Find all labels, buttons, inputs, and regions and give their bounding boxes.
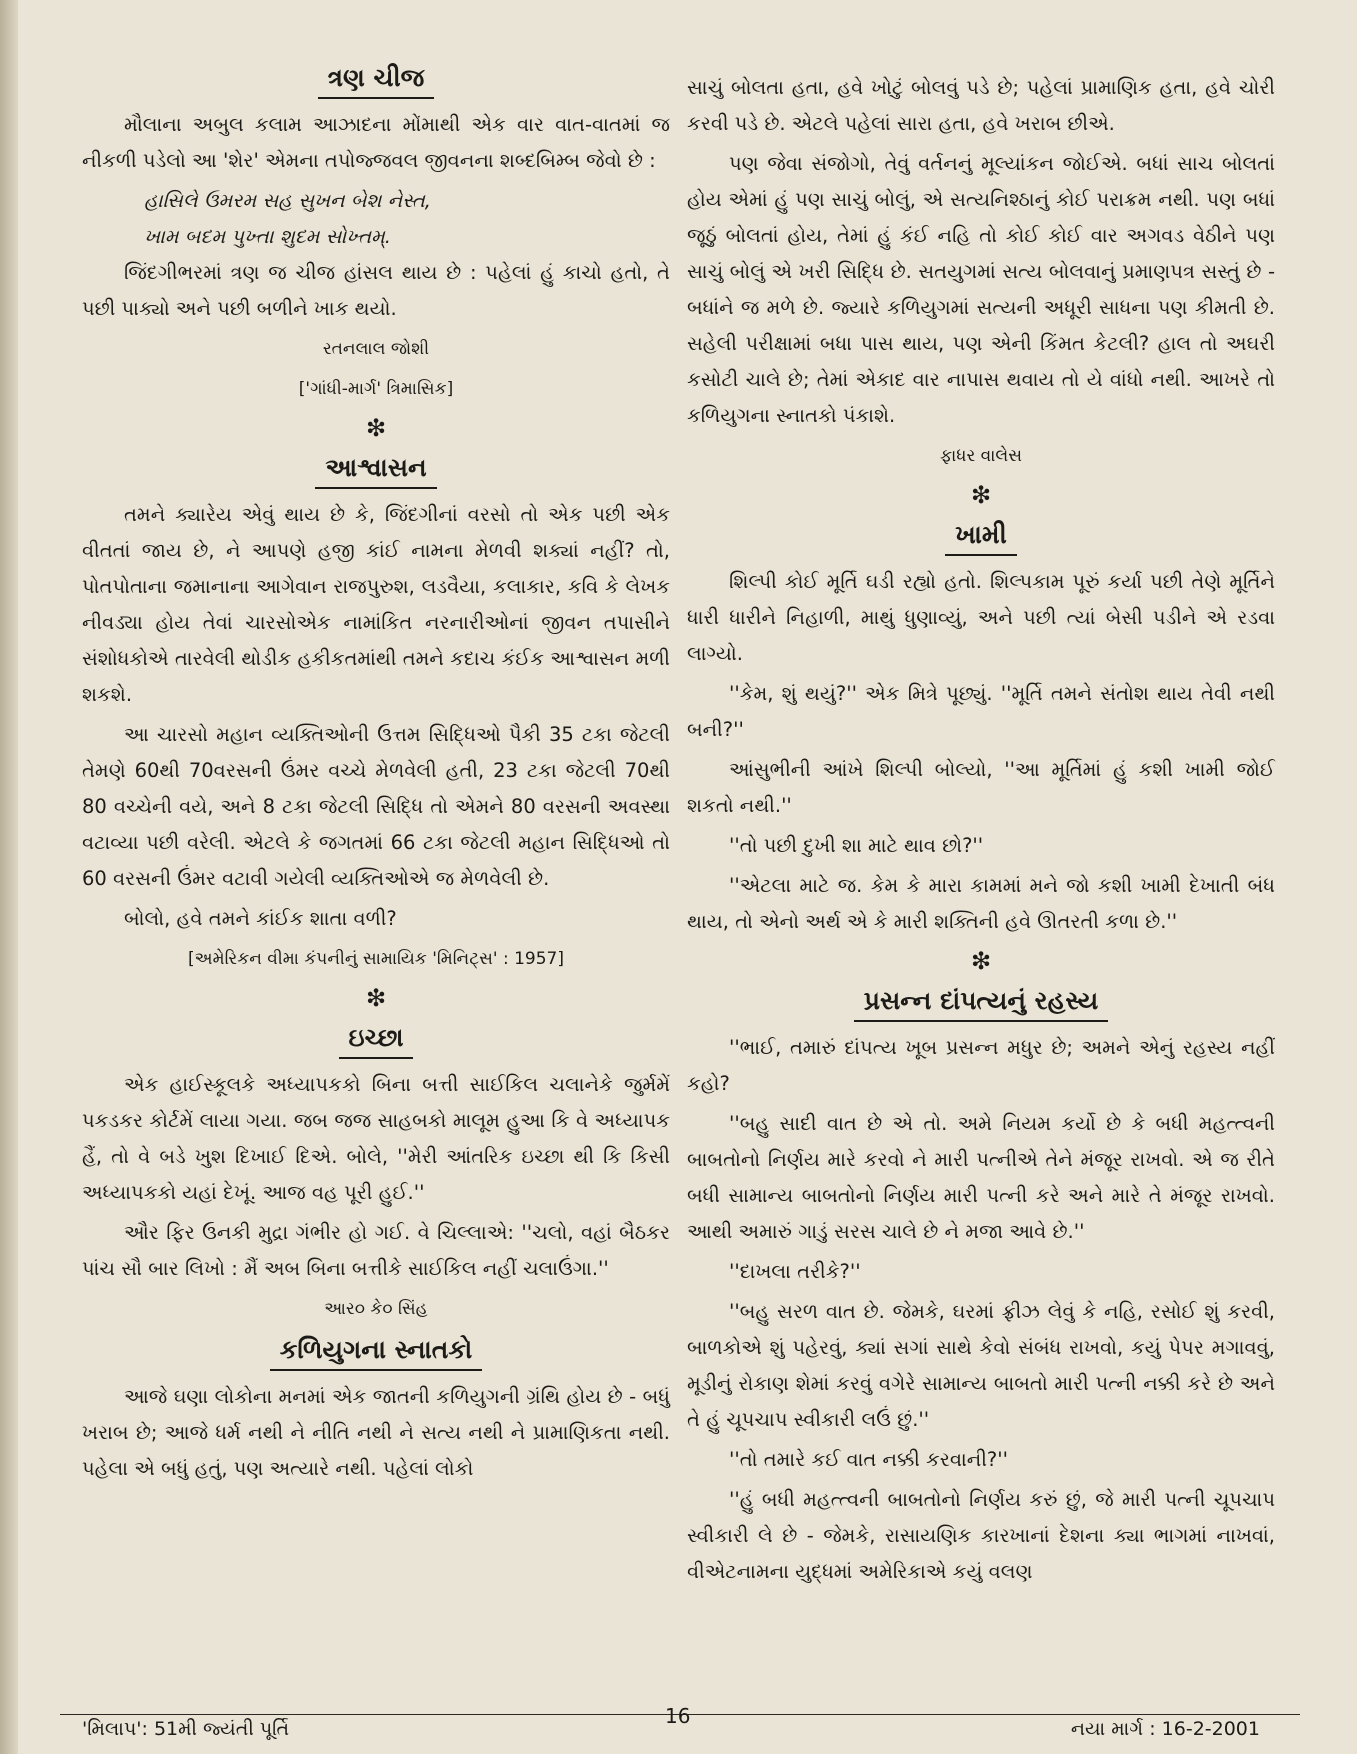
page-edge <box>0 0 18 1754</box>
right-column <box>687 70 1275 1594</box>
author-credit: આર૦ કે૦ સિંહ <box>324 1299 428 1319</box>
author-credit: ફાધર વાલેસ <box>939 446 1023 466</box>
paragraph: પણ જેવા સંજોગો, તેવું વર્તનનું મૂલ્યાંકન જોઈએ. બધાં સાચ બોલતાં હોય એમાં હું પણ સાચું બોલું, એ સત્યનિશ્ઠાનું કોઈ પરાક્રમ નથી. પણ બધાં જૂઠું બોલતાં હોય, તેમાં હું કંઈ નહિ તો કોઈ કોઈ વાર અગવડ વેઠીને પણ સાચું બોલું એ ખરી સિદ્ધિ છે. સતયુગમાં સત્ય બોલવાનું પ્રમાણપત્ર સસ્તું છે - બધાંને જ મળે છે. જ્યારે કળિયુગમાં સત્યની અધૂરી સાધના પણ કીમતી છે. સહેલી પરીક્ષામાં બધા પાસ થાય, પણ એની કિંમત કેટલી? હાલ તો અઘરી કસોટી ચાલે છે; તેમાં એકાદ વાર નાપાસ થવાય તો યે વાંધો નથી. આખરે તો કળિયુગના સ્નાતકો પંકાશે. <box>687 152 1275 427</box>
section-title-khami: ખામી <box>687 518 1275 556</box>
paragraph: આંસુભીની આંખે શિલ્પી બોલ્યો, ''આ મૂર્તિમાં હું કશી ખામી જોઈ શકતો નથી.'' <box>687 758 1275 817</box>
footer-publication: 'મિલાપ': 51મી જ્યંતી પૂર્તિ <box>82 1718 290 1740</box>
paragraph: આ ચારસો મહાન વ્યક્તિઓની ઉત્તમ સિદ્ધિઓ પૈકી 35 ટકા જેટલી તેમણે 60થી 70વરસની ઉંમર વચ્ચે મેળવેલી હતી, 23 ટકા જેટલી 70થી 80 વચ્ચેની વયે, અને 8 ટકા જેટલી સિદ્ધિ તો એમને 80 વરસની અવસ્થા વટાવ્યા પછી વરેલી. એટલે કે જગતમાં 66 ટકા જેટલી મહાન સિદ્ધિઓ તો 60 વરસની ઉંમર વટાવી ગયેલી વ્યક્તિઓએ જ મેળવેલી છે. <box>82 723 670 890</box>
verse-line: ખામ બદમ પુખ્તા શુદમ સોખ્તમ્. <box>144 225 391 248</box>
ornament-icon: ❇ <box>365 414 387 442</box>
paragraph: એક હાઈસ્કૂલકે અધ્યાપકકો બિના બત્તી સાઈકિલ ચલાનેકે જુર્મમેં પકડકર કોર્ટમેં લાયા ગયા. જબ જજ સાહબકો માલૂમ હુઆ કિ વે અધ્યાપક હૈં, તો વે બડે ખુશ દિખાઈ દિએ. બોલે, ''મેરી આંતરિક ઇચ્છા થી કિ કિસી અધ્યાપકકો યહાં દેખૂં. આજ વહ પૂરી હુઈ.'' <box>82 1073 670 1204</box>
left-column <box>82 55 670 1491</box>
paragraph: ''તો તમારે કઈ વાત નક્કી કરવાની?'' <box>729 1448 1008 1471</box>
ornament-icon: ❇ <box>365 984 387 1012</box>
paragraph: શિલ્પી કોઈ મૂર્તિ ઘડી રહ્યો હતો. શિલ્પકામ પૂરું કર્યા પછી તેણે મૂર્તિને ધારી ધારીને નિહાળી, માથું ધુણાવ્યું, અને પછી ત્યાં બેસી પડીને એ રડવા લાગ્યો. <box>687 570 1275 665</box>
section-title-prasanna-dampatya: પ્રસન્ન દાંપત્યનું રહસ્ય <box>687 984 1275 1022</box>
ornament-icon: ❇ <box>970 481 992 509</box>
paragraph: આજે ઘણા લોકોના મનમાં એક જાતની કળિયુગની ગ્રંથિ હોય છે - બધું ખરાબ છે; આજે ધર્મ નથી ને નીતિ નથી ને સત્ય નથી ને પ્રામાણિકતા નથી. પહેલા એ બધું હતું, પણ અત્યારે નથી. પહેલાં લોકો <box>82 1385 670 1480</box>
source-credit: ['ગાંધી-માર્ગ' ત્રિમાસિક] <box>298 379 454 399</box>
paragraph: ''બહુ સરળ વાત છે. જેમકે, ઘરમાં ફ્રીઝ લેવું કે નહિ, રસોઈ શું કરવી, બાળકોએ શું પહેરવું, ક્યાં સગાં સાથે કેવો સંબંધ રાખવો, કયું પેપર મગાવવું, મૂડીનું રોકાણ શેમાં કરવું વગેરે સામાન્ય બાબતો મારી પત્ની નક્કી કરે છે અને તે હું ચૂપચાપ સ્વીકારી લઉં છું.'' <box>687 1300 1275 1431</box>
section-title-ashvasan: આશ્વાસન <box>82 451 670 489</box>
section-title-tran-chij: ત્રણ ચીજ <box>82 61 670 99</box>
paragraph: બોલો, હવે તમને કાંઈક શાતા વળી? <box>124 907 397 930</box>
paragraph: સાચું બોલતા હતા, હવે ખોટું બોલવું પડે છે; પહેલાં પ્રામાણિક હતા, હવે ચોરી કરવી પડે છે. એટલે પહેલાં સારા હતા, હવે ખરાબ છીએ. <box>687 76 1275 135</box>
paragraph: ''ભાઈ, તમારું દાંપત્ય ખૂબ પ્રસન્ન મધુર છે; અમને એનું રહસ્ય નહીં કહો? <box>687 1036 1275 1095</box>
source-credit: [અમેરિકન વીમા કંપનીનું સામાયિક 'મિનિટ્સ' : 1957] <box>188 949 564 969</box>
paragraph: ''કેમ, શું થયું?'' એક મિત્રે પૂછ્યું. ''મૂર્તિ તમને સંતોશ થાય તેવી નથી બની?'' <box>687 682 1275 741</box>
paragraph: ''એટલા માટે જ. કેમ કે મારા કામમાં મને જો કશી ખામી દેખાતી બંધ થાય, તો એનો અર્થ એ કે મારી શક્તિની હવે ઊતરતી કળા છે.'' <box>687 874 1275 933</box>
paragraph: ''દાખલા તરીકે?'' <box>729 1260 861 1283</box>
paragraph: મૌલાના અબુલ કલામ આઝાદના મોંમાથી એક વાર વાત-વાતમાં જ નીકળી પડેલો આ 'શેર' એમના તપોજ્જવલ જીવનના શબ્દબિમ્બ જેવો છે : <box>82 113 670 172</box>
ornament-icon: ❇ <box>970 947 992 975</box>
author-credit: રતનલાલ જોશી <box>322 339 430 359</box>
section-title-kaliyugna-snatako: કળિયુગના સ્નાતકો <box>82 1333 670 1371</box>
section-title-ichchha: ઇચ્છા <box>82 1021 670 1059</box>
paragraph: ''બહુ સાદી વાત છે એ તો. અમે નિયમ કર્યો છે કે બધી મહત્ત્વની બાબતોનો નિર્ણય મારે કરવો ને મારી પત્નીએ તેને મંજૂર રાખવો. એ જ રીતે બધી સામાન્ય બાબતોનો નિર્ણય મારી પત્ની કરે અને મારે તે મંજૂર રાખવો. આથી અમારું ગાડું સરસ ચાલે છે ને મજા આવે છે.'' <box>687 1112 1275 1243</box>
paragraph: જિંદગીભરમાં ત્રણ જ ચીજ હાંસલ થાય છે : પહેલાં હું કાચો હતો, તે પછી પાક્યો અને પછી બળીને ખાક થયો. <box>82 261 670 320</box>
paragraph: તમને ક્યારેય એવું થાય છે કે, જિંદગીનાં વરસો તો એક પછી એક વીતતાં જાય છે, ને આપણે હજી કાંઈ નામના મેળવી શક્યાં નહીં? તો, પોતપોતાના જમાનાના આગેવાન રાજપુરુશ, લડવૈયા, કલાકાર, કવિ કે લેખક નીવડ્યા હોય તેવાં ચારસોએક નામાંકિત નરનારીઓનાં જીવન તપાસીને સંશોધકોએ તારવેલી થોડીક હકીકતમાંથી તમને કદાચ કંઈક આશ્વાસન મળી શકશે. <box>82 503 670 706</box>
page-number: 16 <box>665 1704 691 1728</box>
paragraph: ઔર ફિર ઉનકી મુદ્રા ગંભીર હો ગઈ. વે ચિલ્લાએ: ''ચલો, વહાં બૈઠકર પાંચ સૌ બાર લિખો : મૈં અબ બિના બત્તીકે સાઈકિલ નહીં ચલાઉંગા.'' <box>82 1221 670 1280</box>
paragraph: ''હું બધી મહત્ત્વની બાબતોનો નિર્ણય કરું છું, જે મારી પત્ની ચૂપચાપ સ્વીકારી લે છે - જેમકે, રાસાયણિક કારખાનાં દેશના ક્યા ભાગમાં નાખવાં, વીએટનામના યુદ્ધમાં અમેરિકાએ કયું વલણ <box>687 1488 1275 1583</box>
footer-issue-date: નયા માર્ગ : 16-2-2001 <box>1070 1718 1260 1740</box>
verse-line: હાસિલે ઉમરમ સહ સુખન બેશ નેસ્ત, <box>144 189 431 212</box>
paragraph: ''તો પછી દુખી શા માટે થાવ છો?'' <box>729 834 984 857</box>
